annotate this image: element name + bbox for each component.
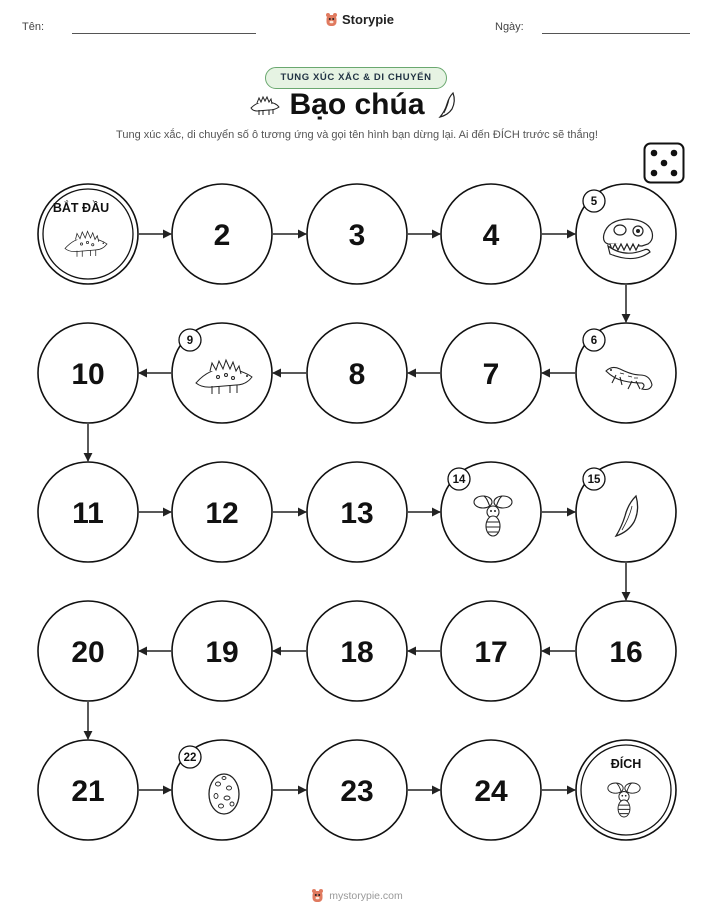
cell-number: 6 [590,335,598,347]
board-cell-25[interactable] [576,740,676,840]
board-cell-13[interactable] [307,462,407,562]
trex-skull-icon [604,219,653,259]
board-cell-24[interactable] [441,740,541,840]
cell-number: 9 [186,335,194,347]
cell-number: 10 [71,358,105,391]
cell-number: 8 [348,358,366,391]
footer-site: mystorypie.com [329,889,403,902]
cell-number: 16 [609,636,643,669]
cell-number: 23 [340,775,374,808]
name-label: Tên: [22,21,45,33]
cell-number: 15 [587,474,601,486]
board-cell-14[interactable] [441,462,541,562]
board-cell-3[interactable] [307,184,407,284]
cell-number: 5 [590,196,598,208]
board-cell-20[interactable] [38,601,138,701]
cell-number: 11 [72,497,104,530]
board-cell-19[interactable] [172,601,272,701]
cell-number: 13 [340,497,374,530]
board-cells [38,184,676,840]
board-cell-4[interactable] [441,184,541,284]
board-cell-16[interactable] [576,601,676,701]
board-cell-2[interactable] [172,184,272,284]
finish-label: ĐÍCH [610,757,642,771]
start-label: BẮT ĐẦU [52,201,110,215]
board-cell-18[interactable] [307,601,407,701]
game-badge: TUNG XÚC XẮC & DI CHUYỂN [265,67,447,89]
board-cell-15[interactable] [576,462,676,562]
board-cell-17[interactable] [441,601,541,701]
board-cell-1[interactable] [38,184,138,284]
bear-logo-icon [311,888,324,903]
board-cell-7[interactable] [441,323,541,423]
board-cell-11[interactable] [38,462,138,562]
board-cell-10[interactable] [38,323,138,423]
footer [0,888,714,903]
cell-number: 3 [348,219,366,252]
cell-number: 20 [71,636,105,669]
board-cell-22[interactable] [172,740,272,840]
brand-name: Storypie [342,12,395,27]
cell-number: 18 [340,636,374,669]
cell-number: 24 [474,775,508,808]
board-cell-9[interactable] [172,323,272,423]
egg-icon [209,774,239,814]
cell-number: 14 [452,474,466,486]
cell-number: 4 [482,219,500,252]
cell-number: 21 [71,775,105,808]
board-cell-6[interactable] [576,323,676,423]
cell-number: 7 [482,358,500,391]
cell-number: 2 [213,219,231,252]
date-label: Ngày: [495,21,524,33]
cell-number: 17 [474,636,508,669]
board-cell-5[interactable] [576,184,676,284]
board-cell-12[interactable] [172,462,272,562]
cell-number: 19 [205,636,239,669]
board-cell-23[interactable] [307,740,407,840]
board-cell-21[interactable] [38,740,138,840]
page-title: Bạo chúa [289,88,425,121]
cell-number: 22 [183,752,197,764]
cell-number: 12 [205,497,239,530]
board-cell-8[interactable] [307,323,407,423]
instructions: Tung xúc xắc, di chuyển số ô tương ứng và gọi tên hình bạn dừng lại. Ai đến ĐÍCH trước sẽ thắng! [116,129,598,141]
